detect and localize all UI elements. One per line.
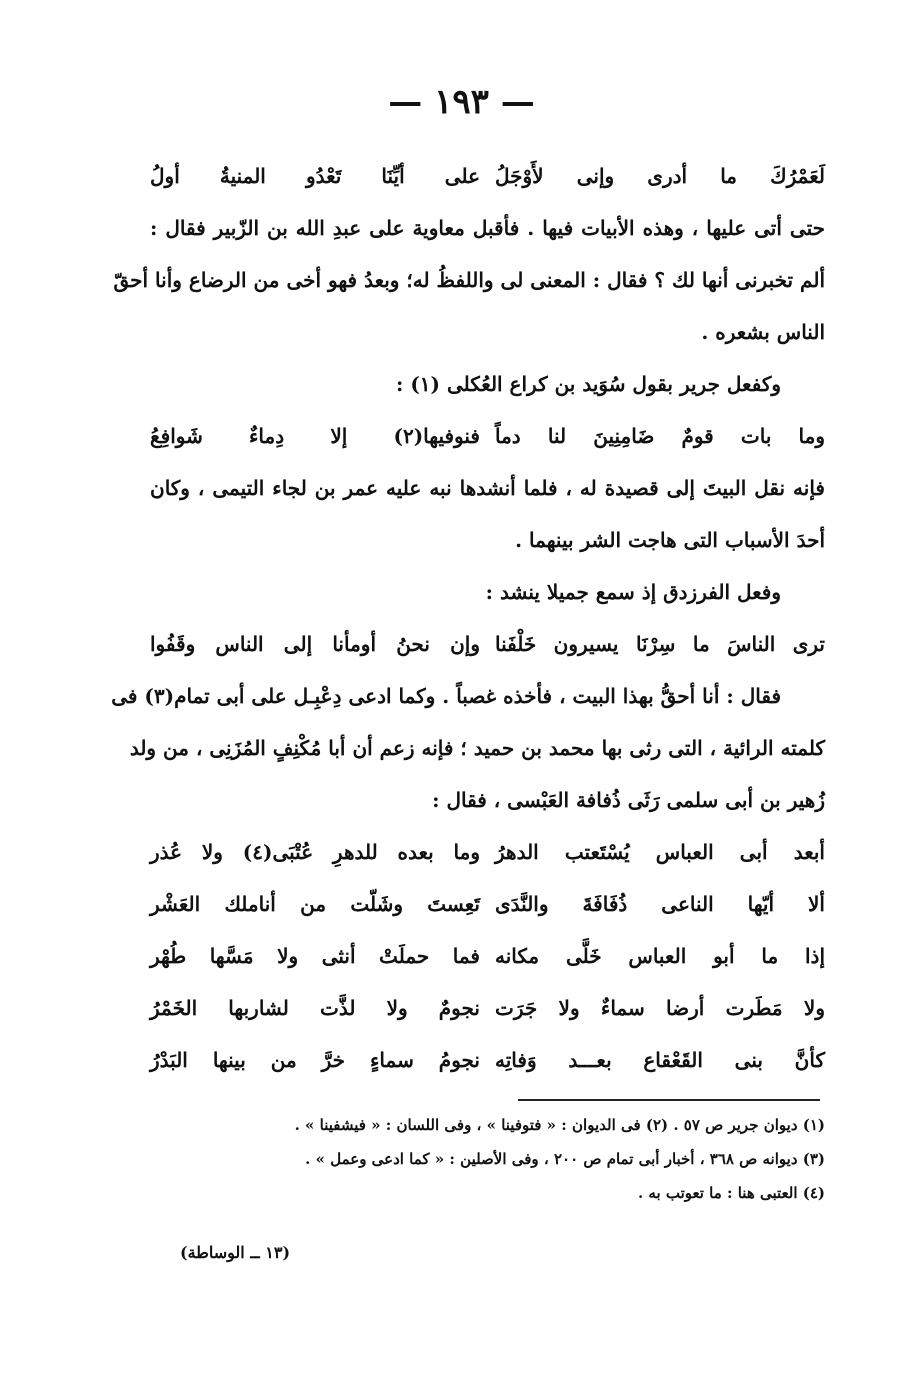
verse-first-hemistich: ألا أيّها الناعى ذُفَافَةَ والنَّدَى [495,892,825,916]
paragraph-line: فقال : أنا أحقُّ بهذا البيت ، فأخذه غصباً . وكما ادعى دِعْبِـل على أبى تمام(٣) فى [111,684,781,708]
footnote: (١) ديوان جرير ص ٥٧ . (٢) فى الديوان : « فتوفينا » ، وفى اللسان : « فيشفينا » . [294,1116,825,1134]
poem-verse [150,1034,825,1086]
paragraph-line: حتى أتى عليها ، وهذه الأبيات فيها . فأقبل معاوية على عبدِ الله بن الزّبير فقال : [150,216,825,240]
footnote: (٤) العتبى هنا : ما تعوتب به . [637,1184,825,1202]
verse-first-hemistich: وما بات قومٌ ضَامِنِينَ لنا دماً [495,424,825,448]
poem-verse [150,878,825,930]
verse-second-hemistich: تَعِستَ وشَلّت من أناملك العَشْر [150,892,480,916]
poem-verse [150,930,825,982]
main-text [111,150,825,1086]
paragraph-line: فإنه نقل البيتَ إلى قصيدة له ، فلما أنشدها نبه عليه عمر بن لجاء التيمى ، وكان [150,476,825,500]
footnote-divider [518,1099,820,1101]
verse-second-hemistich: وإن نحنُ أومأنا إلى الناس وقَفُوا [150,632,480,656]
verse-second-hemistich: نجومٌ ولا لذَّت لشاربها الخَمْرُ [150,996,480,1020]
footnotes [150,1108,825,1210]
verse-first-hemistich: ولا مَطَرت أرضا سماءٌ ولا جَرَت [495,996,825,1020]
verse-line [150,410,825,462]
paragraph-line: زُهير بن أبى سلمى رَثَى ذُفافة العَبْسى ، فقال : [432,788,825,812]
verse-second-hemistich: نجومُ سماءٍ خرَّ من بينها البَدْرُ [150,1048,480,1072]
footnote: (٣) ديوانه ص ٣٦٨ ، أخبار أبى تمام ص ٢٠٠ ، وفى الأصلين : « كما ادعى وعمل » . [305,1150,825,1168]
verse-first-hemistich: إذا ما أبو العباس خَلَّى مكانه [495,944,825,968]
paragraph-line: كلمته الرائية ، التى رثى بها محمد بن حميد ؛ فإنه زعم أن أبا مُكْنِفٍ المُزَنِى ، من ولد [129,736,825,760]
paragraph-line: أحدَ الأسباب التى هاجت الشر بينهما . [515,528,825,552]
verse-first-hemistich: لَعَمْرُكَ ما أدرى وإنى لأَوْجَلُ [495,164,825,188]
poem-verse [150,826,825,878]
paragraph-line: وكفعل جرير بقول سُوَيد بن كراع العُكلى (١) : [395,372,781,396]
verse-first-hemistich: أبعد أبى العباس يُسْتَعتب الدهرُ [495,840,825,864]
verse-second-hemistich: فنوفيها(٢) إلا دِماءٌ شَوافِعُ [150,424,480,448]
verse-first-hemistich: ترى الناسَ ما سِرْنَا يسيرون خَلْفَنا [495,632,825,656]
poem-verse [150,982,825,1034]
verse-first-hemistich: كأنَّ بنى القَعْقاع بعـــد وَفاتِه [495,1048,825,1072]
verse-line [150,618,825,670]
paragraph-line: ألم تخبرنى أنها لك ؟ فقال : المعنى لى واللفظُ له؛ وبعدُ فهو أخى من الرضاع وأنا أحقّ [113,268,825,292]
verse-second-hemistich: وما بعده للدهرِ عُتْبَى(٤) ولا عُذر [150,840,480,864]
paragraph-line: وفعل الفرزدق إذ سمع جميلا ينشد : [485,580,781,604]
verse-line [150,150,825,202]
verse-second-hemistich: فما حملَتْ أنثى ولا مَسَّها طُهْر [150,944,480,968]
page-number: — ١٩٣ — [388,82,535,122]
verse-second-hemistich: على أيِّنَا تَعْدُو المنيةُ أولُ [150,164,480,188]
paragraph-line: الناس بشعره . [701,320,825,344]
signature-mark: (١٣ ــ الوساطة) [180,1243,291,1262]
